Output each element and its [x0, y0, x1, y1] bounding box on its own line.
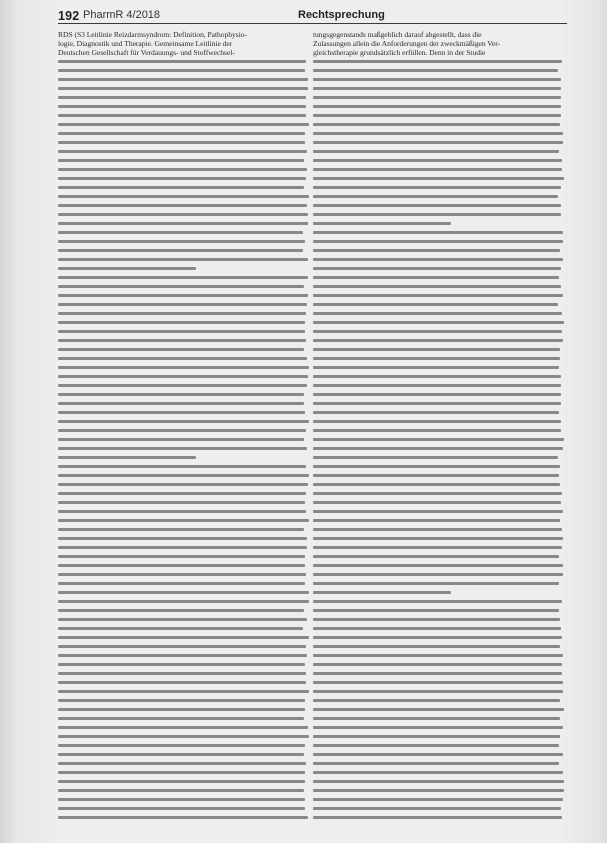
left-column-text-line — [58, 366, 309, 370]
right-column-text-line — [313, 420, 561, 424]
right-column-text-line — [313, 546, 562, 550]
left-column-text-line — [58, 195, 309, 199]
left-column-text-line — [58, 600, 309, 604]
right-column-text-line — [313, 213, 561, 217]
left-column-text-line — [58, 141, 305, 145]
right-column-text-line — [313, 564, 563, 568]
right-column-text-line — [313, 780, 564, 784]
left-column-text-line — [58, 807, 305, 811]
right-text-column — [313, 30, 564, 830]
right-column-line-3: gleichstherapie grundsätzlich erfüllen. Denn in der Studie — [313, 48, 486, 57]
right-column-text-line — [313, 555, 559, 559]
right-column-text-line — [313, 366, 559, 370]
left-column-text-line — [58, 609, 304, 613]
left-column-text-line — [58, 357, 307, 361]
left-column-text-line — [58, 438, 304, 442]
right-column-text-line — [313, 141, 563, 145]
left-column-text-line — [58, 159, 304, 163]
right-column-text-line — [313, 465, 560, 469]
left-column-text-line — [58, 240, 305, 244]
right-column-text-line — [313, 69, 558, 73]
right-column-text-line — [313, 438, 564, 442]
right-column-text-line — [313, 204, 561, 208]
right-column-text-line — [313, 60, 562, 64]
right-column-text-line — [313, 456, 558, 460]
left-column-text-line — [58, 771, 305, 775]
right-column-text-line — [313, 348, 560, 352]
right-column-text-line — [313, 636, 562, 640]
page-number: 192 — [58, 9, 80, 23]
left-column-text-line — [58, 123, 309, 127]
right-column-text-line — [313, 150, 559, 154]
right-column-text-line — [313, 807, 561, 811]
right-column-text-line — [313, 132, 563, 136]
right-column-text-line — [313, 519, 560, 523]
right-column-text-line — [313, 573, 563, 577]
right-column-text-line — [313, 789, 564, 793]
left-column-text-line — [58, 231, 303, 235]
right-column-text-line — [313, 645, 560, 649]
right-column-text-line — [313, 609, 559, 613]
right-column-text-line — [313, 744, 559, 748]
right-column-text-line — [313, 510, 563, 514]
left-column-text-line — [58, 708, 305, 712]
left-column-text-line — [58, 330, 305, 334]
left-column-text-line — [58, 402, 304, 406]
left-column-text-line — [58, 213, 308, 217]
left-column-text-line — [58, 717, 304, 721]
left-column-text-line — [58, 222, 308, 226]
right-column-text-line — [313, 285, 561, 289]
left-column-text-line — [58, 699, 305, 703]
right-column-text-line — [313, 105, 561, 109]
left-column-text-line — [58, 420, 309, 424]
left-column-text-line — [58, 168, 307, 172]
left-column-text-line — [58, 447, 307, 451]
left-column-text-line — [58, 69, 305, 73]
left-column-text-line — [58, 483, 308, 487]
left-column-text-line — [58, 429, 306, 433]
left-column-text-line — [58, 789, 304, 793]
right-column-text-line — [313, 231, 563, 235]
right-column-text-line — [313, 339, 563, 343]
right-column-line-1: tungsgegenstands maßgeblich darauf abgestellt, dass die — [313, 30, 482, 39]
left-column-text-line — [58, 312, 306, 316]
left-column-text-line — [58, 411, 305, 415]
left-column-text-line — [58, 348, 304, 352]
left-column-text-line — [58, 267, 196, 271]
left-column-text-line — [58, 474, 309, 478]
right-column-text-line — [313, 222, 451, 226]
left-column-text-line — [58, 654, 307, 658]
right-column-text-line — [313, 177, 564, 181]
right-column-text-line — [313, 717, 560, 721]
left-column-text-line — [58, 87, 308, 91]
left-column-text-line — [58, 60, 306, 64]
right-column-text-line — [313, 321, 564, 325]
left-column-text-line — [58, 285, 304, 289]
left-column-text-line — [58, 339, 306, 343]
right-column-text-line — [313, 537, 563, 541]
left-column-text-line — [58, 249, 303, 253]
left-column-text-line — [58, 303, 307, 307]
right-column-text-line — [313, 411, 559, 415]
right-column-text-line — [313, 618, 560, 622]
right-column-text-line — [313, 240, 563, 244]
right-column-text-line — [313, 798, 563, 802]
left-column-line-2: logie, Diagnostik und Therapie. Gemeinsame Leitlinie der — [58, 39, 233, 48]
right-column-text-line — [313, 330, 562, 334]
right-column-text-line — [313, 357, 560, 361]
right-column-text-line — [313, 195, 558, 199]
header-rule — [58, 23, 567, 24]
left-column-text-line — [58, 105, 306, 109]
left-column-text-line — [58, 546, 307, 550]
left-column-text-line — [58, 816, 308, 820]
right-column-text-line — [313, 402, 561, 406]
left-column-text-line — [58, 690, 309, 694]
right-column-text-line — [313, 447, 563, 451]
left-column-text-line — [58, 465, 306, 469]
right-column-text-line — [313, 303, 558, 307]
left-column-text-line — [58, 393, 304, 397]
left-column-text-line — [58, 564, 305, 568]
left-column-text-line — [58, 132, 305, 136]
right-column-text-line — [313, 627, 561, 631]
journal-issue: PharmR 4/2018 — [83, 9, 161, 21]
right-column-text-line — [313, 114, 561, 118]
left-column-text-line — [58, 384, 307, 388]
left-column-text-line — [58, 537, 307, 541]
section-title: Rechtsprechung — [298, 9, 385, 21]
left-column-text-line — [58, 573, 306, 577]
right-column-text-line — [313, 600, 562, 604]
right-column-text-line — [313, 186, 561, 190]
left-column-text-line — [58, 150, 307, 154]
left-column-text-line — [58, 762, 306, 766]
right-column-text-line — [313, 249, 560, 253]
right-column-text-line — [313, 699, 560, 703]
right-column-text-line — [313, 429, 561, 433]
left-column-text-line — [58, 177, 306, 181]
left-column-text-line — [58, 798, 305, 802]
left-column-line-1: RDS (S3 Leitlinie Reizdarmsyndrom: Definition, Pathophysio- — [58, 30, 247, 39]
right-column-text-line — [313, 816, 562, 820]
right-column-text-line — [313, 267, 561, 271]
left-column-text-line — [58, 555, 305, 559]
left-column-text-line — [58, 492, 306, 496]
right-column-text-line — [313, 294, 563, 298]
left-column-text-line — [58, 519, 309, 523]
left-column-text-line — [58, 186, 304, 190]
right-column-text-line — [313, 708, 564, 712]
left-column-text-line — [58, 591, 309, 595]
right-column-text-line — [313, 492, 562, 496]
left-column-text-line — [58, 96, 306, 100]
left-column-text-line — [58, 735, 309, 739]
right-column-text-line — [313, 672, 562, 676]
left-column-text-line — [58, 636, 309, 640]
left-column-text-line — [58, 501, 305, 505]
left-column-text-line — [58, 114, 306, 118]
right-column-text-line — [313, 312, 562, 316]
right-column-text-line — [313, 96, 561, 100]
left-column-text-line — [58, 672, 306, 676]
left-column-text-line — [58, 681, 306, 685]
right-column-text-line — [313, 375, 561, 379]
left-text-column — [58, 30, 309, 830]
right-column-text-line — [313, 276, 559, 280]
right-column-text-line — [313, 474, 559, 478]
right-column-text-line — [313, 762, 559, 766]
left-column-line-3: Deutschen Gesellschaft für Verdauungs- und Stoffwechsel- — [58, 48, 235, 57]
right-column-text-line — [313, 384, 561, 388]
right-column-text-line — [313, 78, 561, 82]
right-column-text-line — [313, 258, 563, 262]
left-column-text-line — [58, 258, 308, 262]
left-column-text-line — [58, 618, 307, 622]
right-column-text-line — [313, 393, 561, 397]
left-column-text-line — [58, 78, 308, 82]
right-column-text-line — [313, 483, 560, 487]
right-column-text-line — [313, 159, 562, 163]
right-column-text-line — [313, 663, 562, 667]
running-header — [58, 6, 567, 28]
right-column-text-line — [313, 591, 451, 595]
left-column-text-line — [58, 645, 306, 649]
left-column-text-line — [58, 276, 308, 280]
left-column-text-line — [58, 726, 308, 730]
left-column-text-line — [58, 204, 307, 208]
right-column-text-line — [313, 753, 563, 757]
left-column-text-line — [58, 528, 304, 532]
left-column-text-line — [58, 627, 303, 631]
right-column-text-line — [313, 528, 562, 532]
right-column-text-line — [313, 690, 563, 694]
right-column-text-line — [313, 681, 563, 685]
left-column-text-line — [58, 375, 308, 379]
right-column-text-line — [313, 123, 560, 127]
right-column-text-line — [313, 654, 563, 658]
right-column-line-2: Zulassungen allein die Anforderungen der zweckmäßigen Ver- — [313, 39, 501, 48]
left-column-text-line — [58, 510, 306, 514]
left-column-text-line — [58, 321, 305, 325]
right-column-text-line — [313, 726, 563, 730]
left-column-text-line — [58, 456, 196, 460]
right-column-text-line — [313, 87, 561, 91]
right-column-text-line — [313, 771, 563, 775]
right-column-text-line — [313, 501, 561, 505]
right-column-text-line — [313, 168, 562, 172]
left-column-text-line — [58, 294, 308, 298]
right-column-text-line — [313, 735, 560, 739]
right-column-text-line — [313, 582, 559, 586]
left-column-text-line — [58, 582, 305, 586]
left-column-text-line — [58, 753, 304, 757]
left-column-text-line — [58, 780, 305, 784]
left-column-text-line — [58, 744, 305, 748]
left-column-text-line — [58, 663, 305, 667]
